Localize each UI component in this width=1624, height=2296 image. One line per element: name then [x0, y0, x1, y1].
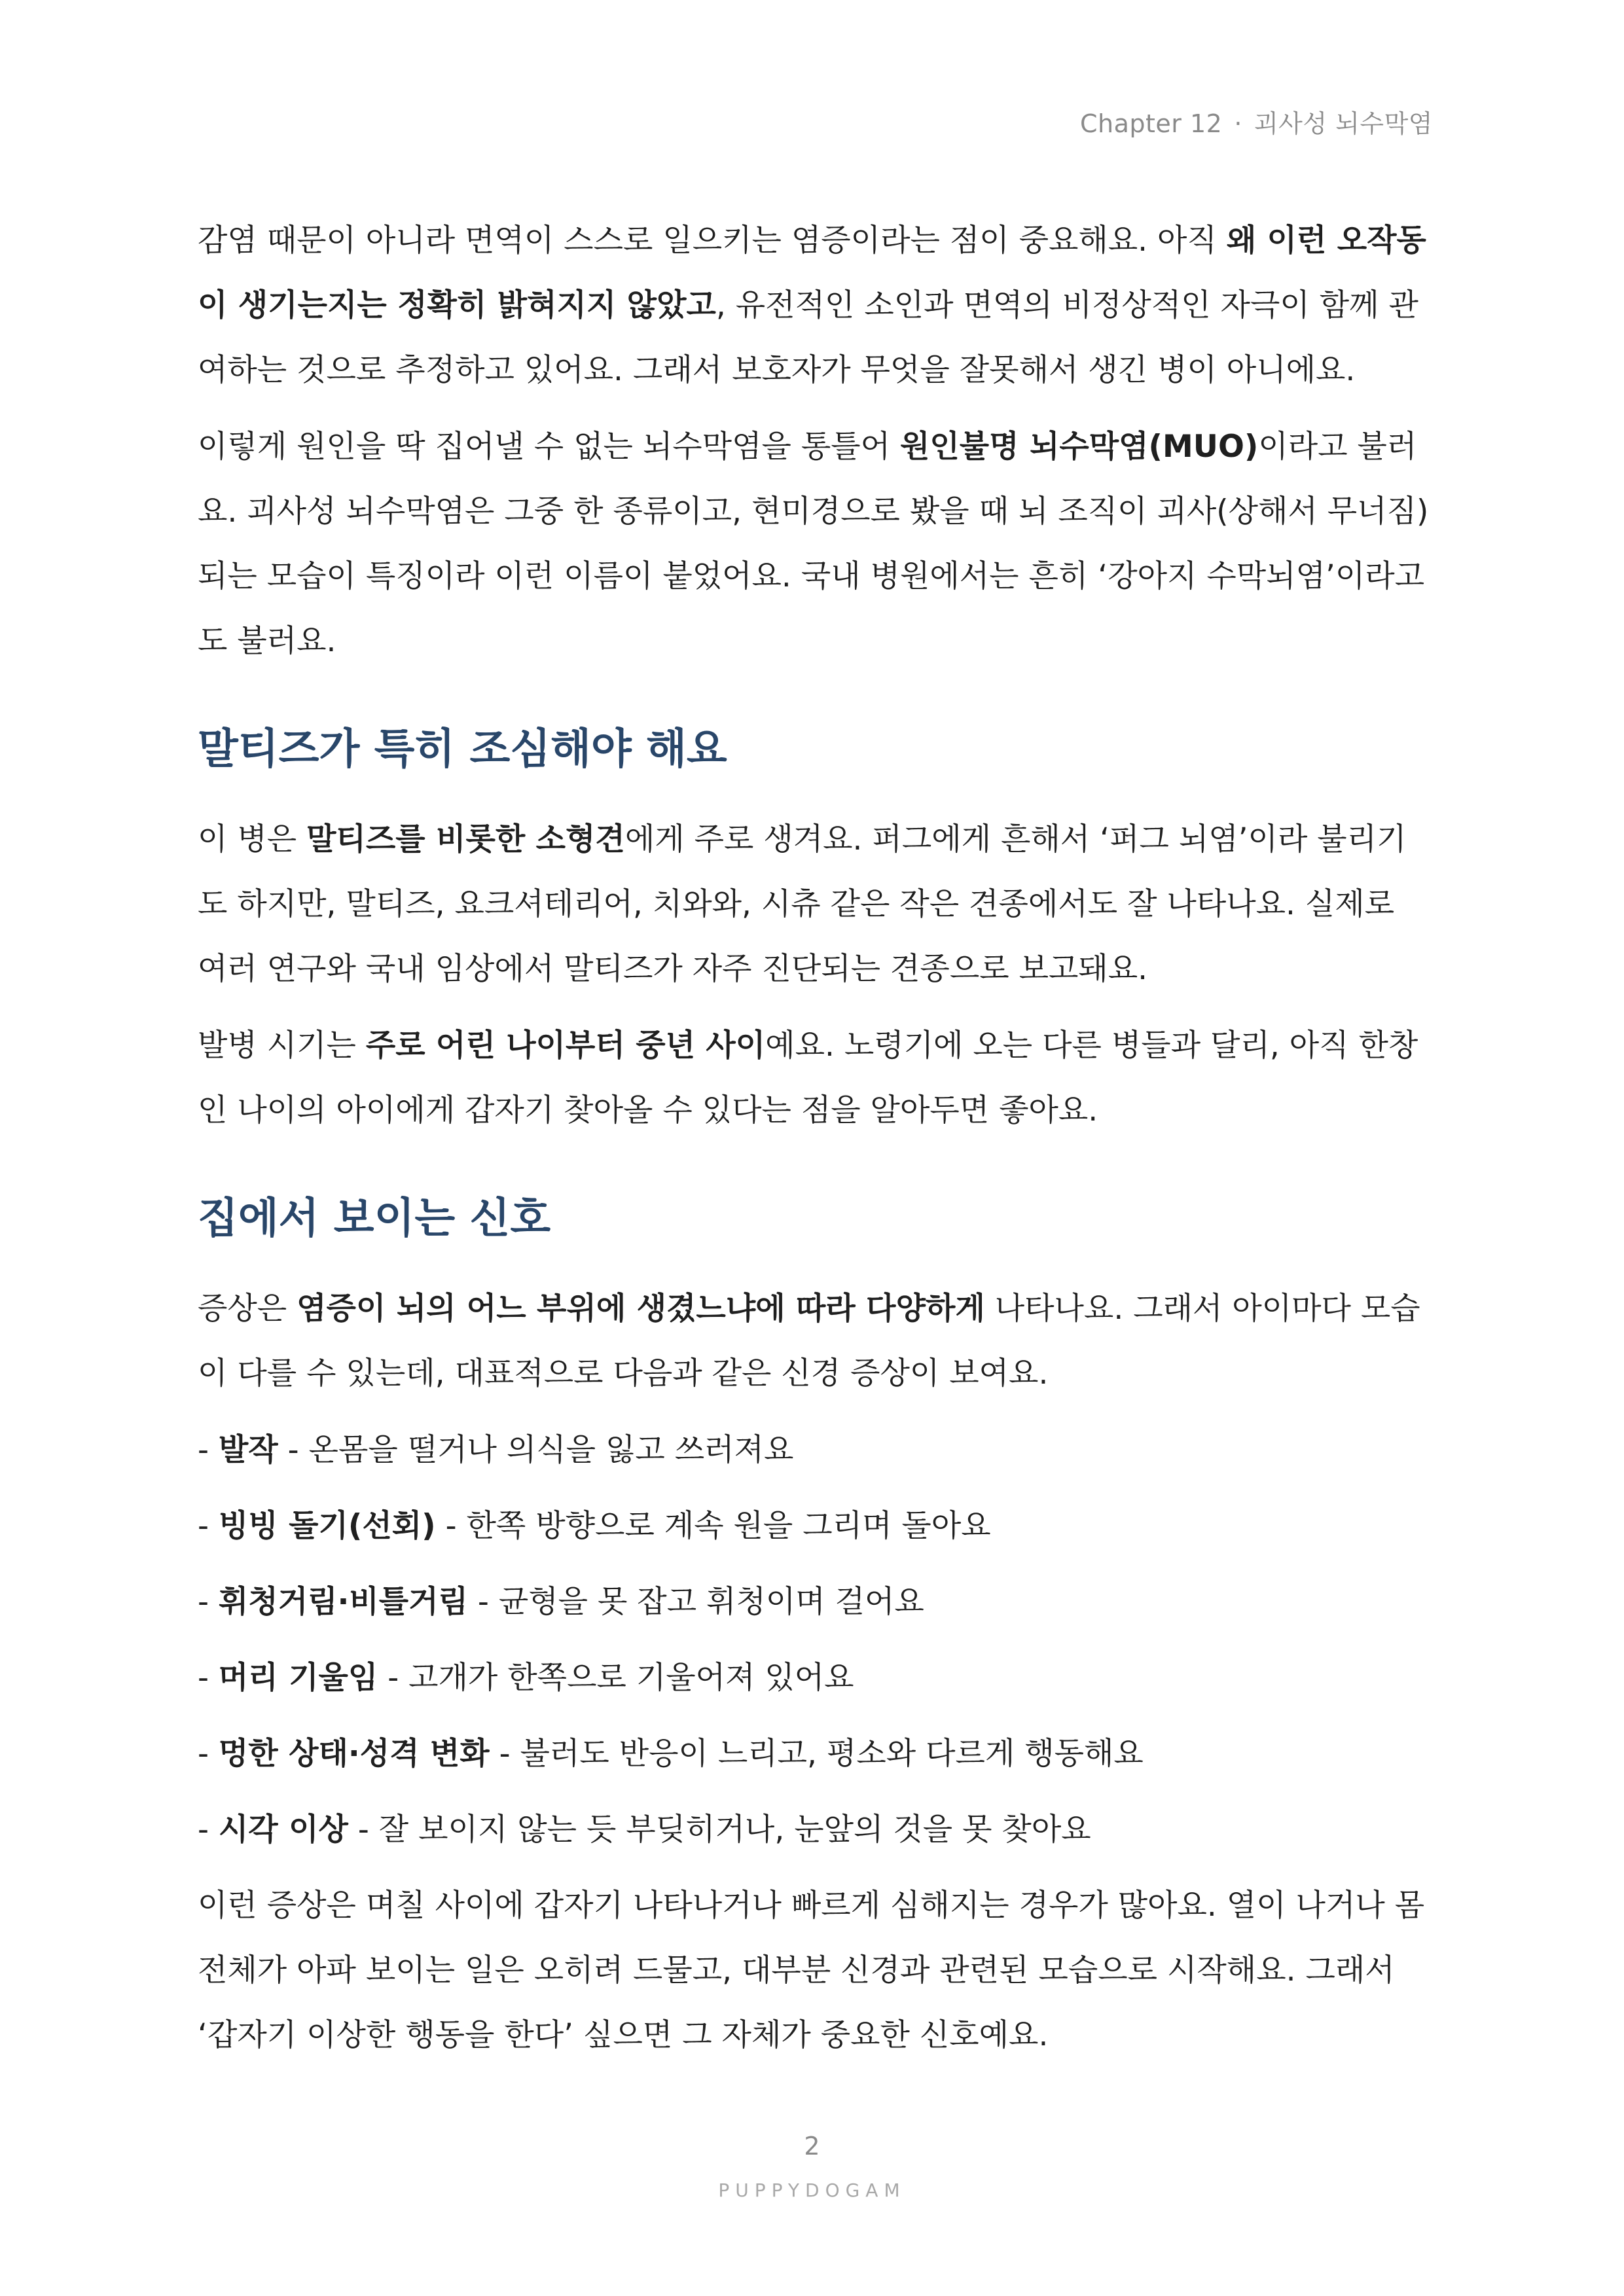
emphasis-text: 염증이 뇌의 어느 부위에 생겼느냐에 따라 다양하게	[297, 1291, 985, 1327]
paragraph-text: , 유전적인 소인과 면역의 비정상적인 자극이 함께 관여하는 것으로 추정하고 있어요. 그래서 보호자가 무엇을 잘못해서 생긴 병이 아니에요.	[198, 287, 1418, 388]
symptom-term: 멍한 상태·성격 변화	[218, 1736, 490, 1772]
running-header	[1080, 103, 1433, 139]
bullet-dash: -	[198, 1812, 219, 1848]
page-body	[198, 208, 1432, 2079]
bullet-dash: -	[198, 1660, 219, 1696]
paragraph-text: 이렇게 원인을 딱 집어낼 수 없는 뇌수막염을 통틀어	[198, 429, 900, 465]
bullet-dash: -	[198, 1736, 219, 1772]
symptom-description: - 균형을 못 잡고 휘청이며 걸어요	[467, 1584, 924, 1620]
bullet-dash: -	[198, 1584, 219, 1620]
symptom-list-item	[198, 1418, 1432, 1482]
symptom-list-item	[198, 1570, 1432, 1634]
paragraph-text: 이 병은	[198, 821, 307, 857]
header-separator: ·	[1234, 109, 1242, 138]
chapter-label: Chapter 12	[1080, 109, 1223, 138]
paragraph-progression: 이런 증상은 며칠 사이에 갑자기 나타나거나 빠르게 심해지는 경우가 많아요. 열이 나거나 몸 전체가 아파 보이는 일은 오히려 드물고, 대부분 신경과 관련된 모습으로 시작해요. 그래서 ‘갑자기 이상한 행동을 한다’ 싶으면 그 자체가 중요한 신호예요.	[198, 1888, 1425, 2053]
symptom-list-item	[198, 1797, 1432, 1862]
page-number: 2	[804, 2132, 820, 2161]
symptom-term: 휘청거림·비틀거림	[218, 1584, 468, 1620]
paragraph-onset	[198, 1013, 1432, 1143]
symptom-description: - 한쪽 방향으로 계속 원을 그리며 돌아요	[435, 1508, 991, 1544]
chapter-title: 괴사성 뇌수막염	[1254, 109, 1433, 138]
symptom-term: 머리 기울임	[218, 1660, 378, 1696]
bullet-dash: -	[198, 1432, 219, 1468]
symptom-description: - 온몸을 떨거나 의식을 잃고 쓰러져요	[278, 1432, 794, 1468]
emphasis-text: 주로 어린 나이부터 중년 사이	[365, 1028, 766, 1064]
paragraph-text: 에게 주로 생겨요. 퍼그에게 흔해서 ‘퍼그 뇌염’이라 불리기도 하지만, 말티즈, 요크셔테리어, 치와와, 시츄 같은 작은 견종에서도 잘 나타나요. 실제로 여러 연구와 국내 임상에서 말티즈가 자주 진단되는 견종으로 보고돼요.	[198, 821, 1407, 987]
bullet-dash: -	[198, 1508, 219, 1544]
symptom-term: 빙빙 돌기(선회)	[218, 1508, 436, 1544]
symptom-list-item	[198, 1721, 1432, 1786]
paragraph-text: 감염 때문이 아니라 면역이 스스로 일으키는 염증이라는 점이 중요해요. 아직	[198, 223, 1227, 259]
symptom-term: 발작	[218, 1432, 278, 1468]
emphasis-text: 왜 이런 오작동이 생기는지는 정확히 밝혀지지 않았고	[198, 223, 1426, 323]
symptom-term: 시각 이상	[218, 1812, 348, 1848]
symptom-description: - 잘 보이지 않는 듯 부딪히거나, 눈앞의 것을 못 찾아요	[348, 1812, 1091, 1848]
paragraph-muo	[198, 414, 1432, 673]
symptom-description: - 고개가 한쪽으로 기울어져 있어요	[378, 1660, 854, 1696]
paragraph-breeds	[198, 807, 1432, 1001]
paragraph-text: 예요. 노령기에 오는 다른 병들과 달리, 아직 한창인 나이의 아이에게 갑자기 찾아올 수 있다는 점을 알아두면 좋아요.	[198, 1028, 1418, 1128]
paragraph-text: 이라고 불러요. 괴사성 뇌수막염은 그중 한 종류이고, 현미경으로 봤을 때 뇌 조직이 괴사(상해서 무너짐)되는 모습이 특징이라 이런 이름이 붙었어요. 국내 병원에서는 흔히 ‘강아지 수막뇌염’이라고도 불러요.	[198, 429, 1429, 659]
symptom-list-item	[198, 1494, 1432, 1558]
symptom-description: - 불러도 반응이 느리고, 평소와 다르게 행동해요	[489, 1736, 1144, 1772]
section-heading-signs: 집에서 보이는 신호	[198, 1194, 551, 1243]
paragraph-text: 증상은	[198, 1291, 297, 1327]
section-heading-maltese: 말티즈가 특히 조심해야 해요	[198, 725, 727, 774]
paragraph-text: 나타나요. 그래서 아이마다 모습이 다를 수 있는데, 대표적으로 다음과 같은 신경 증상이 보여요.	[198, 1291, 1420, 1391]
paragraph-text: 발병 시기는	[198, 1028, 366, 1064]
paragraph-cause	[198, 208, 1432, 403]
footer-brand: PUPPYDOGAM	[718, 2179, 906, 2201]
emphasis-text: 원인불명 뇌수막염(MUO)	[899, 429, 1259, 465]
paragraph-symptoms-intro	[198, 1276, 1432, 1406]
emphasis-text: 말티즈를 비롯한 소형견	[306, 821, 625, 857]
symptom-list-item	[198, 1645, 1432, 1710]
